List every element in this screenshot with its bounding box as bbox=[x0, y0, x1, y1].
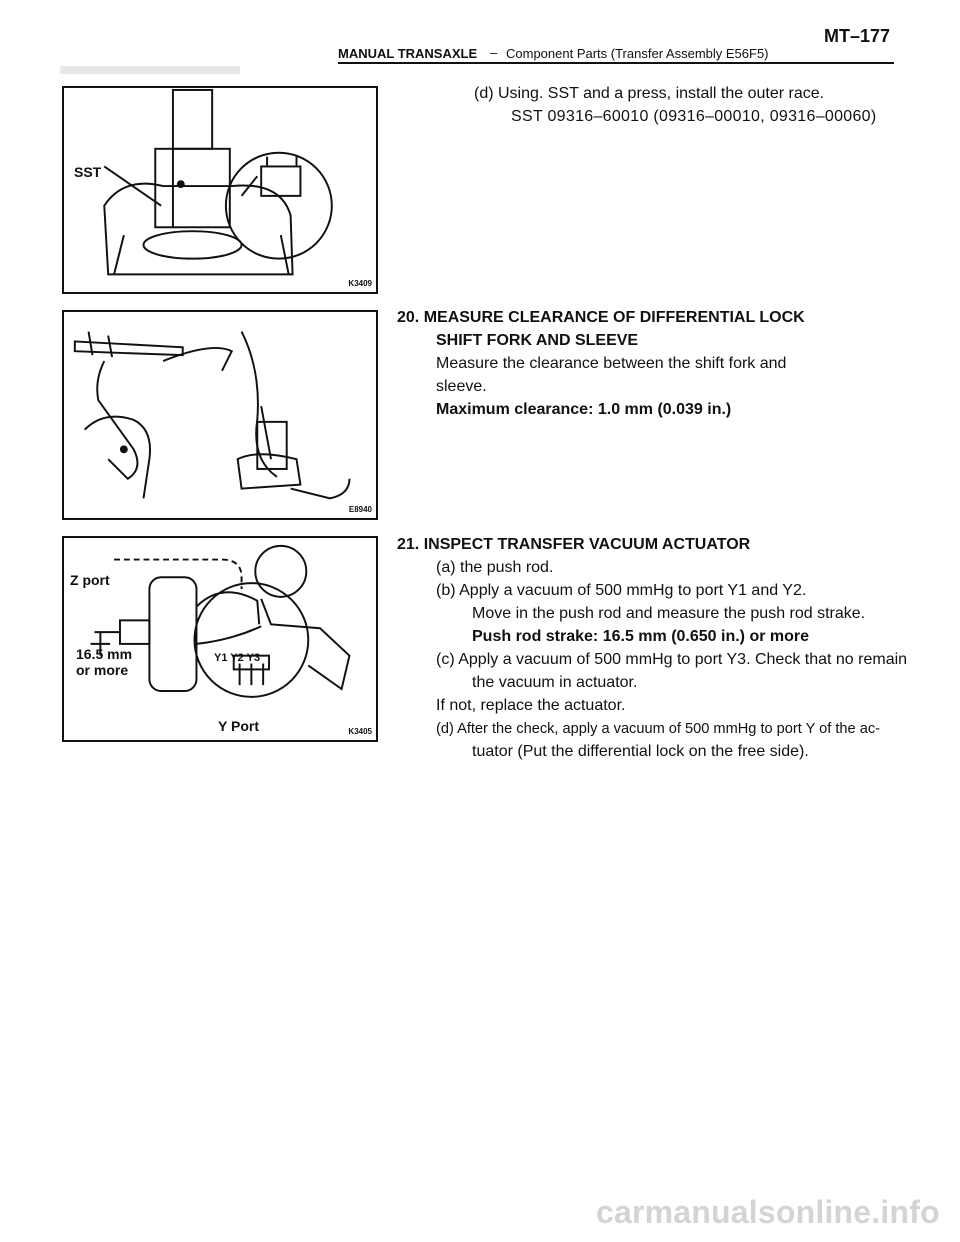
y-port-label: Y Port bbox=[218, 718, 259, 734]
faded-header-artifact bbox=[60, 66, 240, 74]
page-number: MT–177 bbox=[823, 26, 890, 46]
step-d-text: (d) Using. SST and a press, install the outer race. bbox=[474, 85, 825, 102]
step-20-body: Measure the clearance between the shift fork and bbox=[436, 355, 787, 372]
figure-code: E8940 bbox=[348, 505, 372, 514]
figure-vacuum-actuator bbox=[62, 536, 378, 742]
step-21-title: 21. INSPECT TRANSFER VACUUM ACTUATOR bbox=[397, 536, 751, 553]
figure-code: K3409 bbox=[348, 279, 372, 288]
watermark: carmanualsonline.info bbox=[596, 1194, 940, 1230]
step-20-body-cont: sleeve. bbox=[436, 378, 487, 395]
step-d-sst: SST 09316–60010 (09316–00010, 09316–00060) bbox=[511, 108, 877, 125]
press-illustration bbox=[64, 88, 376, 292]
step-20-spec: Maximum clearance: 1.0 mm (0.039 in.) bbox=[436, 401, 732, 418]
step-21-c-note: If not, replace the actuator. bbox=[436, 697, 626, 714]
step-21-b-spec: Push rod strake: 16.5 mm (0.650 in.) or more bbox=[472, 628, 810, 645]
figure-measure-clearance bbox=[62, 310, 378, 520]
z-port-label: Z port bbox=[70, 572, 110, 588]
page-header bbox=[338, 24, 894, 64]
caliper-illustration bbox=[64, 312, 376, 518]
header-separator: – bbox=[490, 45, 498, 60]
step-20-title-cont: SHIFT FORK AND SLEEVE bbox=[436, 332, 639, 349]
stroke-mm-label: 16.5 mm bbox=[76, 646, 133, 662]
step-21-b: (b) Apply a vacuum of 500 mmHg to port Y1 and Y2. bbox=[436, 582, 807, 599]
step-21-d-cont: tuator (Put the differential lock on the free side). bbox=[472, 743, 809, 760]
figure-install-outer-race bbox=[62, 86, 378, 294]
sst-label: SST bbox=[74, 164, 102, 180]
step-20-title: 20. MEASURE CLEARANCE OF DIFFERENTIAL LOCK bbox=[397, 309, 805, 326]
step-21-c: (c) Apply a vacuum of 500 mmHg to port Y3. Check that no remain bbox=[436, 651, 908, 668]
subsection-title: Component Parts (Transfer Assembly E56F5) bbox=[506, 46, 769, 61]
step-21-a: (a) the push rod. bbox=[436, 559, 554, 576]
actuator-illustration bbox=[64, 538, 376, 740]
step-21-b-cont: Move in the push rod and measure the push rod strake. bbox=[472, 605, 866, 622]
figure-code: K3405 bbox=[348, 727, 372, 736]
step-21-c-cont: the vacuum in actuator. bbox=[472, 674, 638, 691]
step-21-d: (d) After the check, apply a vacuum of 500 mmHg to port Y of the ac- bbox=[436, 721, 880, 737]
y-ports-label: Y1 Y2 Y3 bbox=[214, 652, 261, 664]
header-rule bbox=[338, 62, 894, 64]
section-title: MANUAL TRANSAXLE bbox=[338, 46, 478, 61]
stroke-or-more-label: or more bbox=[76, 662, 129, 678]
